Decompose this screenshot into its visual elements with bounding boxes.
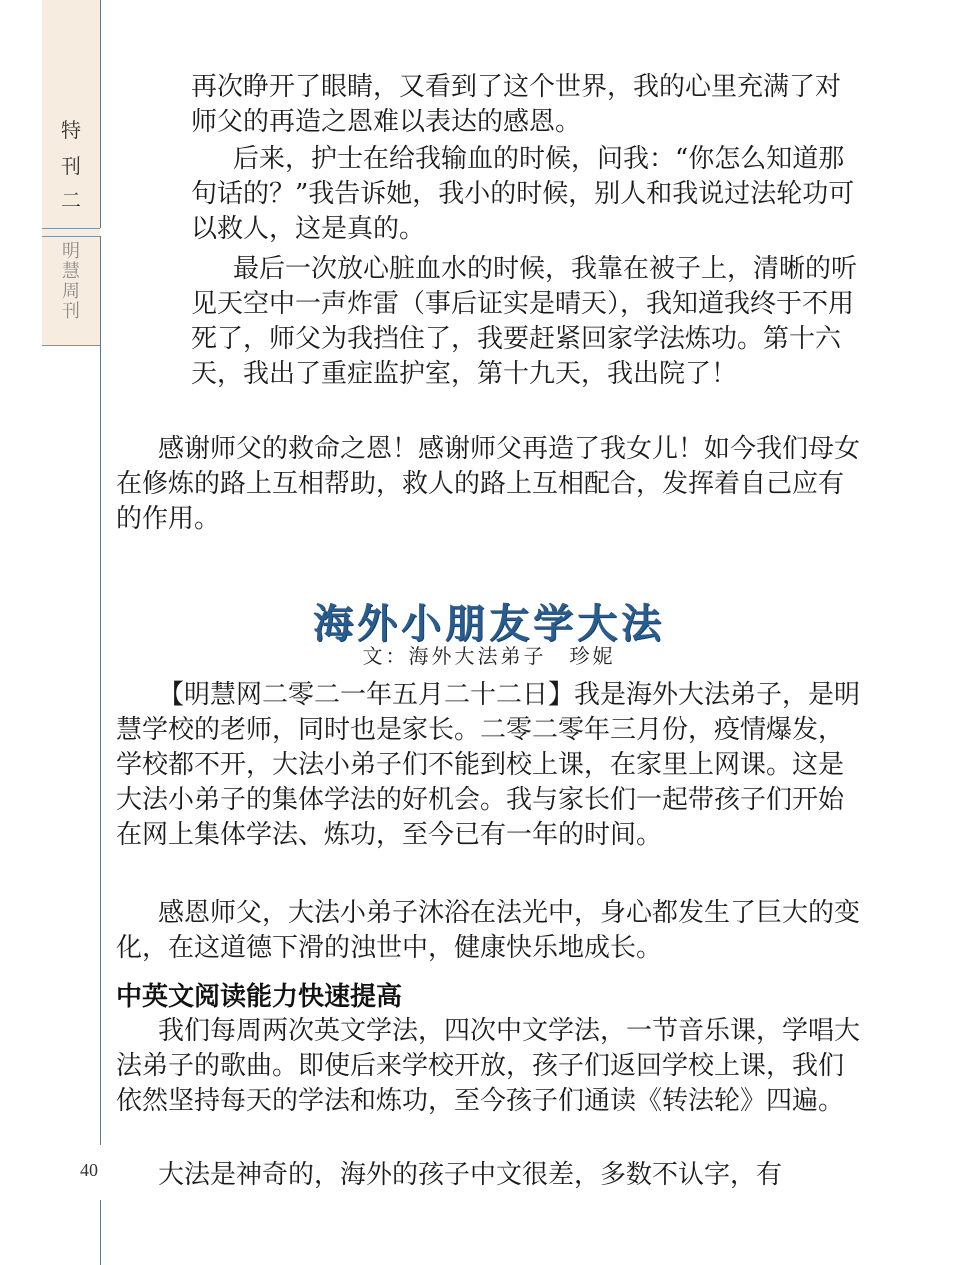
publication-name: 明 慧 周 刊 xyxy=(62,241,80,322)
article-byline: 文：海外大法弟子 珍妮 xyxy=(362,644,616,668)
tab-divider xyxy=(42,236,100,237)
paragraph: 最后一次放心脏血水的时候，我靠在被子上，清晰的听见天空中一声炸雷（事后证实是晴天），我知道我终于不用死了，师父为我挡住了，我要赶紧回家学法炼功。第十六天，我出了重症监护室，第十九天，我出院了！ xyxy=(191,254,858,389)
page-number: 40 xyxy=(80,1160,98,1180)
section-label-char: 特 xyxy=(61,118,81,142)
section-label-char: 刊 xyxy=(61,154,81,178)
paragraph: 【明慧网二零二一年五月二十二日】我是海外大法弟子，是明慧学校的老师，同时也是家长。二零二零年三月份，疫情爆发，学校都不开，大法小弟子们不能到校上课，在家里上网课。这是大法小弟子的集体学法的好机会。我与家长们一起带孩子们开始在网上集体学法、炼功，至今已有一年的时间。 xyxy=(116,680,861,850)
margin-rule xyxy=(100,0,101,228)
article-title: 海外小朋友学大法 xyxy=(313,600,665,647)
tab-divider xyxy=(42,228,100,229)
paragraph: 再次睁开了眼睛，又看到了这个世界，我的心里充满了对师父的再造之恩难以表达的感恩。 xyxy=(191,72,842,137)
tab-divider xyxy=(42,345,100,346)
paragraph: 感恩师父，大法小弟子沐浴在法光中，身心都发生了巨大的变化，在这道德下滑的浊世中，健康快乐地成长。 xyxy=(116,898,861,963)
paragraph: 我们每周两次英文学法，四次中文学法，一节音乐课，学唱大法弟子的歌曲。即使后来学校开放，孩子们返回学校上课，我们依然坚持每天的学法和炼功，至今孩子们通读《转法轮》四遍。 xyxy=(116,1016,861,1116)
paragraph: 后来，护士在给我输血的时候，问我：“你怎么知道那句话的？”我告诉她，我小的时候，别人和我说过法轮功可以救人，这是真的。 xyxy=(191,144,855,244)
margin-rule xyxy=(100,236,101,1145)
section-label-char: 二 xyxy=(61,188,81,212)
margin-rule xyxy=(100,1200,101,1265)
paragraph: 感谢师父的救命之恩！感谢师父再造了我女儿！如今我们母女在修炼的路上互相帮助，救人的路上互相配合，发挥着自己应有的作用。 xyxy=(116,434,861,534)
paragraph: 大法是神奇的，海外的孩子中文很差，多数不认字，有 xyxy=(158,1160,783,1190)
section-heading: 中英文阅读能力快速提高 xyxy=(116,982,403,1012)
